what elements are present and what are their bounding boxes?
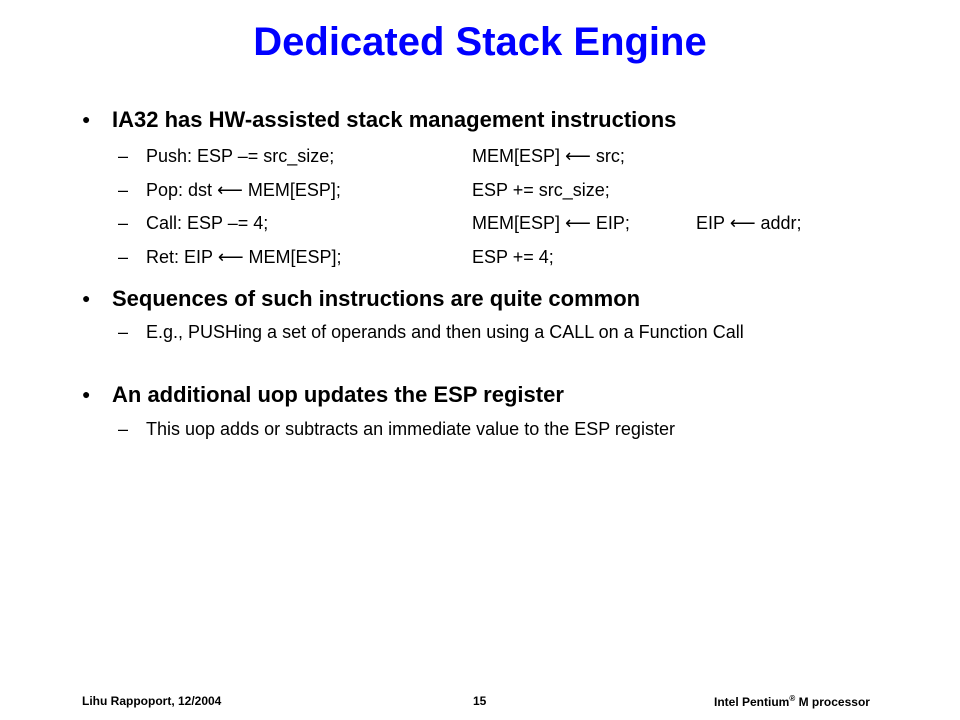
ret-label: Ret: EIP ⟵ MEM[ESP]; (146, 247, 342, 267)
bullet-dot: ● (82, 386, 91, 402)
example-text: E.g., PUSHing a set of operands and then using a CALL on a Function Call (146, 322, 744, 342)
dash: – (118, 146, 129, 166)
registered-mark: ® (789, 694, 796, 703)
push-label: Push: ESP –= src_size; (146, 146, 335, 166)
footer-page-number: 15 (473, 694, 487, 708)
call-label: Call: ESP –= 4; (146, 213, 269, 233)
dash: – (118, 322, 129, 342)
bullet-dot: ● (82, 111, 91, 127)
dash: – (118, 213, 129, 233)
bullet-2-text: Sequences of such instructions are quite common (112, 286, 641, 311)
call-col2: MEM[ESP] ⟵ EIP; (472, 213, 630, 233)
pop-col2: ESP += src_size; (472, 180, 610, 200)
bullet-3-text: An additional uop updates the ESP register (112, 382, 564, 407)
bullet-2 (82, 285, 640, 312)
footer-product-prefix: Intel Pentium (714, 695, 790, 709)
footer-author: Lihu Rappoport, 12/2004 (82, 694, 222, 708)
bullet-1-text: IA32 has HW-assisted stack management instructions (112, 107, 677, 132)
bullet-1 (82, 106, 676, 133)
uop-text: This uop adds or subtracts an immediate value to the ESP register (146, 419, 675, 439)
push-col2: MEM[ESP] ⟵ src; (472, 146, 625, 166)
footer-product (714, 694, 870, 709)
bullet-dot: ● (82, 290, 91, 306)
bullet-3 (82, 381, 564, 408)
pop-label: Pop: dst ⟵ MEM[ESP]; (146, 180, 341, 200)
footer-product-suffix: M processor (795, 695, 870, 709)
ret-col2: ESP += 4; (472, 247, 554, 267)
dash: – (118, 247, 129, 267)
slide-title: Dedicated Stack Engine (253, 20, 707, 64)
dash: – (118, 419, 129, 439)
dash: – (118, 180, 129, 200)
call-col3: EIP ⟵ addr; (696, 213, 802, 233)
